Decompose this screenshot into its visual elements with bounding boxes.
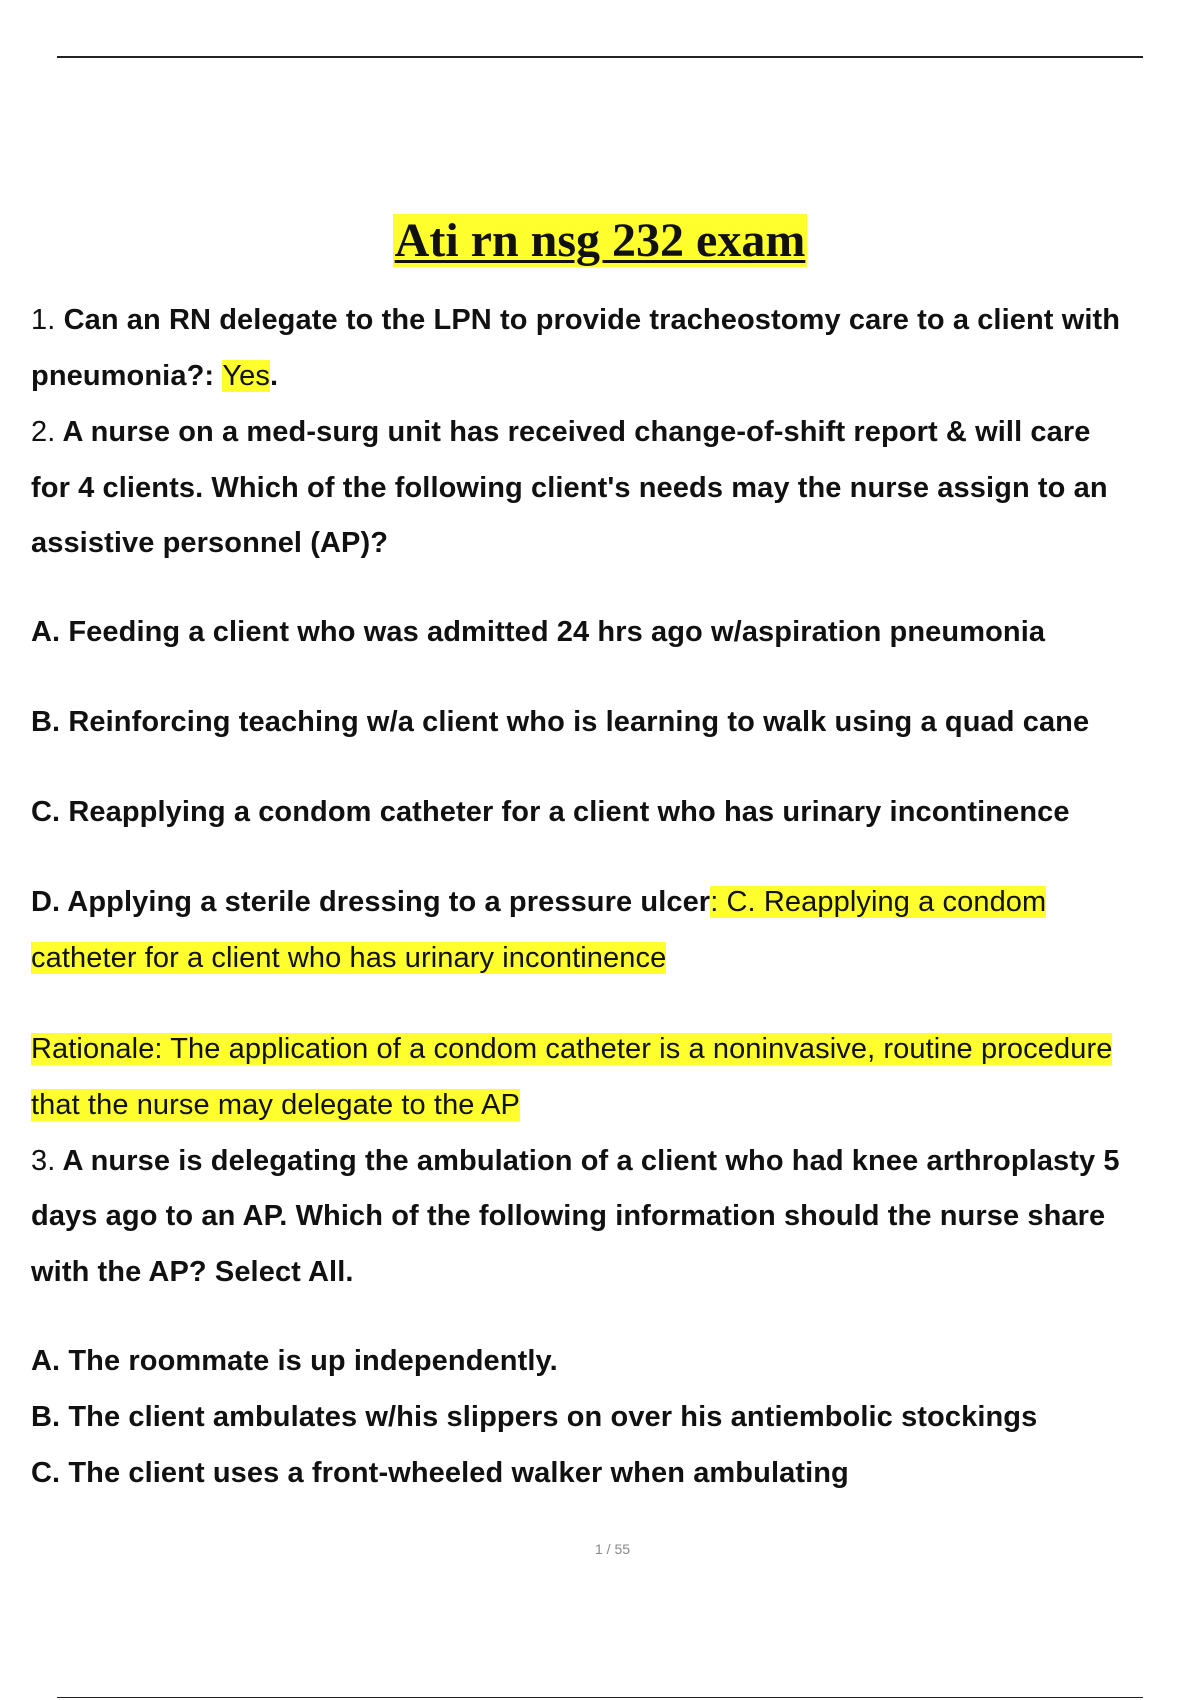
q1-answer-period: . bbox=[269, 360, 279, 392]
footer-rule bbox=[57, 1697, 1143, 1698]
q2-answer-text: catheter for a client who has urinary incontinence bbox=[31, 942, 667, 974]
q2-option-c: C. Reapplying a condom catheter for a client who has urinary incontinence bbox=[31, 796, 1070, 828]
q3-line2: days ago to an AP. Which of the following information should the nurse share bbox=[31, 1200, 1106, 1232]
q2-rationale-text-end: that the nurse may delegate to the AP bbox=[31, 1089, 520, 1121]
q1-answer: Yes bbox=[222, 360, 270, 392]
q3-option-b: B. The client ambulates w/his slippers on over his antiembolic stockings bbox=[31, 1401, 1038, 1433]
page-number: 1 / 55 bbox=[594, 1541, 631, 1557]
q1-text: Can an RN delegate to the LPN to provide tracheostomy care to a client with bbox=[63, 304, 1121, 336]
q2-rationale-text: Rationale: The application of a condom catheter is a noninvasive, routine procedure bbox=[31, 1033, 1113, 1065]
q2-rationale-line2 bbox=[31, 1085, 520, 1125]
q2-line2: for 4 clients. Which of the following client's needs may the nurse assign to an bbox=[31, 472, 1108, 504]
q3-number: 3. bbox=[31, 1145, 56, 1177]
q2-option-b: B. Reinforcing teaching w/a client who is learning to walk using a quad cane bbox=[31, 706, 1090, 738]
q2-line3: assistive personnel (AP)? bbox=[31, 527, 389, 559]
q3-line1 bbox=[31, 1141, 1120, 1181]
q2-answer-cont bbox=[31, 938, 666, 978]
q2-text: A nurse on a med-surg unit has received change-of-shift report & will care bbox=[62, 416, 1091, 448]
q2-line1 bbox=[31, 412, 1090, 452]
q2-rationale-line1 bbox=[31, 1029, 1112, 1069]
q3-option-c: C. The client uses a front-wheeled walker when ambulating bbox=[31, 1457, 849, 1489]
q1-line1 bbox=[31, 300, 1120, 340]
document-title bbox=[0, 213, 1200, 269]
q3-line3: with the AP? Select All. bbox=[31, 1256, 354, 1288]
header-rule bbox=[57, 56, 1143, 58]
q1-number: 1. bbox=[31, 304, 56, 336]
q1-line2 bbox=[31, 356, 278, 396]
q2-answer: : C. Reapplying a condom bbox=[710, 886, 1047, 918]
q2-option-d bbox=[31, 882, 1046, 922]
title-text: Ati rn nsg 232 exam bbox=[394, 214, 806, 267]
q2-number: 2. bbox=[31, 416, 56, 448]
q2-option-d-text: D. Applying a sterile dressing to a pressure ulcer bbox=[31, 886, 711, 918]
q3-text: A nurse is delegating the ambulation of a client who had knee arthroplasty 5 bbox=[62, 1145, 1120, 1177]
q3-option-a: A. The roommate is up independently. bbox=[31, 1345, 558, 1377]
q1-text-end: pneumonia?: bbox=[31, 360, 215, 392]
q2-option-a: A. Feeding a client who was admitted 24 hrs ago w/aspiration pneumonia bbox=[31, 616, 1046, 648]
